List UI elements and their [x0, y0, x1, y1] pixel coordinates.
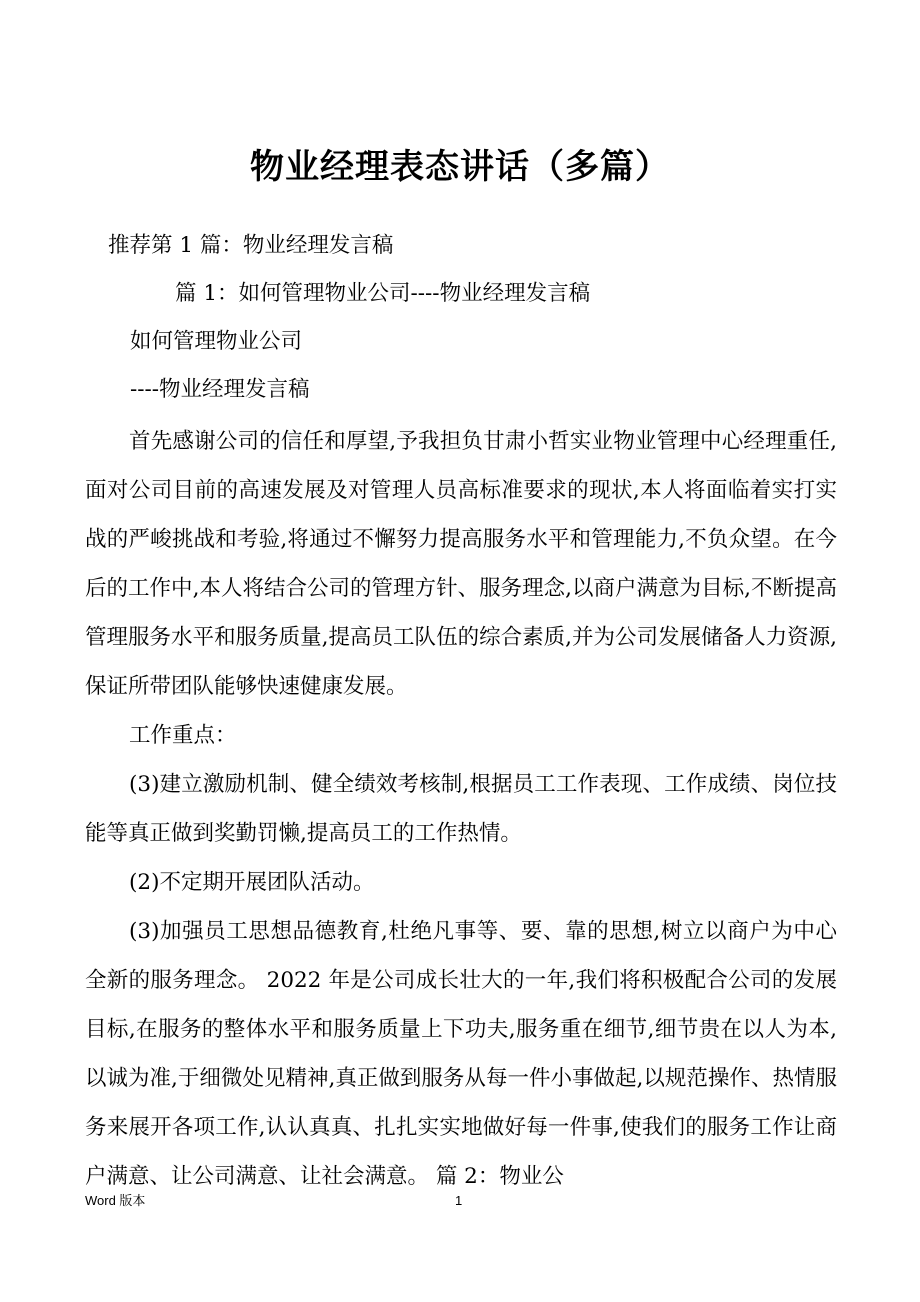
paragraph-item-incentive: (3)建立激励机制、健全绩效考核制,根据员工工作表现、工作成绩、岗位技能等真正做到奖勤罚懒,提高员工的工作热情。	[85, 772, 837, 846]
page-number: 1	[455, 1193, 463, 1208]
sub-title: 如何管理物业公司	[130, 329, 303, 354]
sub-subtitle: ----物业经理发言稿	[130, 377, 310, 402]
paragraph-item-education: (3)加强员工思想品德教育,杜绝凡事等、要、靠的思想,树立以商户为中心全新的服务理念。 2022 年是公司成长壮大的一年,我们将积极配合公司的发展目标,在服务的整体水平和服务质量上下功夫,服务重在细节,细节贵在以人为本,以诚为准,于细微处见精神,真正做到服务从每一件小事做起,以规范操作、热情服务来展开各项工作,认认真真、扎扎实实地做好每一件事,使我们的服务工作让商户满意、让公司满意、让社会满意。 篇 2：物业公	[85, 919, 837, 1189]
recommend-heading: 推荐第 1 篇：物业经理发言稿	[108, 233, 394, 258]
footer-label: Word 版本	[85, 1193, 146, 1208]
paragraph-intro: 首先感谢公司的信任和厚望,予我担负甘肃小哲实业物业管理中心经理重任,面对公司目前的高速发展及对管理人员高标准要求的现状,本人将面临着实打实战的严峻挑战和考验,将通过不懈努力提高服务水平和管理能力,不负众望。在今后的工作中,本人将结合公司的管理方针、服务理念,以商户满意为目标,不断提高管理服务水平和服务质量,提高员工队伍的综合素质,并为公司发展储备人力资源,保证所带团队能够快速健康发展。	[85, 429, 837, 699]
document-title: 物业经理表态讲话（多篇）	[250, 147, 670, 187]
paragraph-work-focus: 工作重点：	[129, 723, 237, 748]
paragraph-item-team-activity: (2)不定期开展团队活动。	[129, 870, 375, 895]
chapter-heading: 篇 1：如何管理物业公司----物业经理发言稿	[175, 281, 591, 306]
